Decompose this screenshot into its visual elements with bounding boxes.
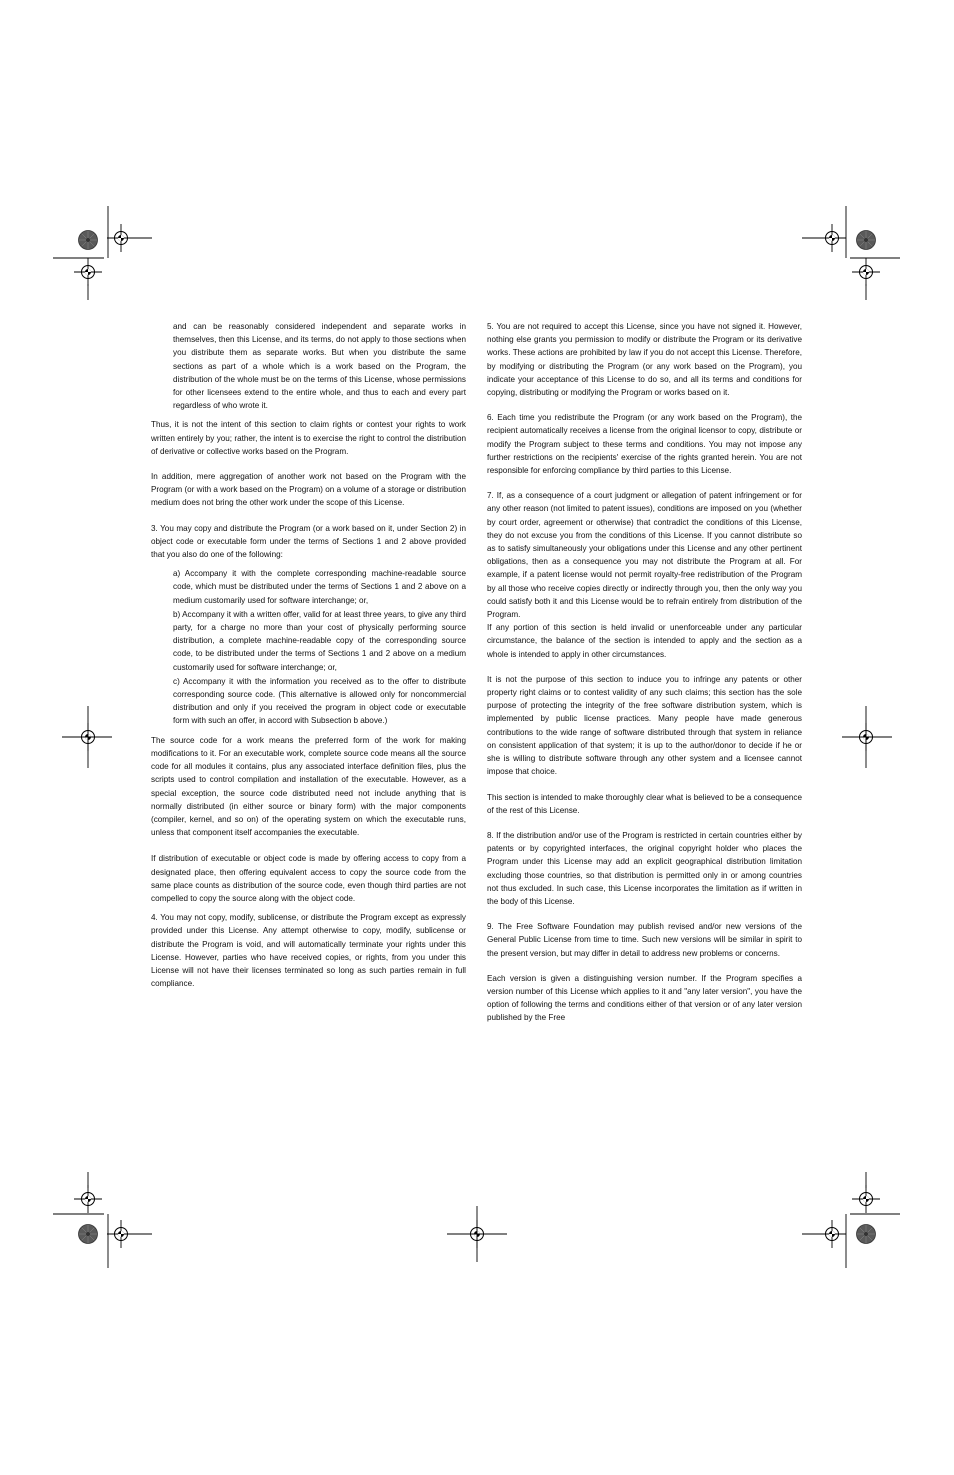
registration-mark-top-left	[53, 206, 152, 300]
section-6: 6. Each time you redistribute the Program (or any work based on the Program), the recipient automatically receives a license from the original licensor to copy, distribute or modify the Program subject to these terms and conditions. You may not impose any further restrictions on the recipients' exercise of the rights granted herein. You are not responsible for enforcing compliance by third parties to this License.	[487, 413, 802, 476]
paragraph-intent: Thus, it is not the intent of this section to claim rights or contest your rights to work written entirely by you; rather, the intent is to exercise the right to control the distribution of derivative or collective works based on the Program.	[151, 420, 466, 456]
section-3-item-a: a) Accompany it with the complete corresponding machine-readable source code, which must be distributed under the terms of Sections 1 and 2 above on a medium customarily used for software interchange; or,	[173, 569, 466, 605]
left-column	[151, 320, 466, 1002]
section-3: 3. You may copy and distribute the Program (or a work based on it, under Section 2) in object code or executable form under the terms of Sections 1 and 2 above provided that you also do one of the following:	[151, 523, 466, 560]
registration-mark-bottom-left	[53, 1172, 152, 1268]
paragraph-2-continuation: and can be reasonably considered independent and separate works in themselves, then this License, and its terms, do not apply to those sections when you distribute them as separate works. But when you distribute the same sections as part of a whole which is a work based on the Program, the distribution of the whole must be on the terms of this License, whose permissions for other licensees extend to the entire whole, and thus to each and every part regardless of who wrote it.	[173, 322, 466, 411]
section-3-item-b: b) Accompany it with a written offer, valid for at least three years, to give any third party, for a charge no more than your cost of physically performing source distribution, a complete machine-readable copy of the corresponding source code, to be distributed under the terms of Sections 1 and 2 above on a medium customarily used for software interchange; or,	[173, 609, 466, 672]
registration-mark-top-right	[802, 206, 900, 300]
section-5: 5. You are not required to accept this License, since you have not signed it. However, nothing else grants you permission to modify or distribute the Program or its derivative works. These actions are prohibited by law if you do not accept this License. Therefore, by modifying or distributing the Program (or any work based on the Program), you indicate your acceptance of this License to do so, and all its terms and conditions for copying, distributing or modifying the Program or works based on it.	[487, 322, 802, 398]
paragraph-thoroughly-clear: This section is intended to make thoroughly clear what is believed to be a consequence of the rest of this License.	[487, 792, 802, 815]
section-3-item-c: c) Accompany it with the information you received as to the offer to distribute corresponding source code. (This alternative is allowed only for noncommercial distribution and only if you received the program in object code or executable form with such an offer, in accord with Subsection b above.)	[173, 676, 466, 726]
paragraph-not-purpose: It is not the purpose of this section to induce you to infringe any patents or other property right claims or to contest validity of any such claims; this section has the sole purpose of protecting the integrity of the free software distribution system, which is implemented by public license practices. Many people have made generous contributions to the wide range of software distributed through that system in reliance on consistent application of that system; it is up to the author/donor to decide if he or she is willing to distribute software through any other system and a licensee cannot impose that choice.	[487, 674, 802, 777]
section-7: 7. If, as a consequence of a court judgment or allegation of patent infringement or for any other reason (not limited to patent issues), conditions are imposed on you (whether by court order, agreement or otherwise) that contradict the conditions of this License, they do not excuse you from the conditions of this License. If you cannot distribute so as to satisfy simultaneously your obligations under this License and any other pertinent obligations, then as a consequence you may not distribute the Program at all. For example, if a patent license would not permit royalty-free redistribution of the Program by all those who receive copies directly or indirectly through you, then the only way you could satisfy both it and this License would be to refrain entirely from distribution of the Program.	[487, 491, 802, 620]
section-9: 9. The Free Software Foundation may publish revised and/or new versions of the General Public License from time to time. Such new versions will be similar in spirit to the present version, but may differ in detail to address new problems or concerns.	[487, 922, 802, 958]
registration-mark-bottom-center	[447, 1206, 507, 1262]
section-4: 4. You may not copy, modify, sublicense, or distribute the Program except as expressly provided under this License. Any attempt otherwise to copy, modify, sublicense or distribute the Program is void, and will automatically terminate your rights under this License. However, parties who have received copies, or rights, from you under this License will not have their licenses terminated so long as such parties remain in full compliance.	[151, 913, 466, 989]
paragraph-aggregation: In addition, mere aggregation of another work not based on the Program with the Program (or with a work based on the Program) on a volume of a storage or distribution medium does not bring the other work under the scope of this License.	[151, 472, 466, 508]
right-column	[487, 320, 802, 1025]
registration-mark-middle-left	[62, 706, 112, 768]
paragraph-version-number: Each version is given a distinguishing version number. If the Program specifies a version number of this License which applies to it and "any later version", you have the option of following the terms and conditions either of that version or of any later version published by the Free	[487, 973, 802, 1023]
section-8: 8. If the distribution and/or use of the Program is restricted in certain countries either by patents or by copyrighted interfaces, the original copyright holder who places the Program under this License may add an explicit geographical distribution limitation excluding those countries, so that distribution is permitted only in or among countries not thus excluded. In such case, this License incorporates the limitation as if written in the body of this License.	[487, 830, 802, 906]
registration-mark-middle-right	[842, 706, 892, 768]
registration-mark-bottom-right	[802, 1172, 900, 1268]
paragraph-source-code: The source code for a work means the preferred form of the work for making modifications to it. For an executable work, complete source code means all the source code for all modules it contains, plus any associated interface definition files, plus the scripts used to control compilation and installation of the executable. However, as a special exception, the source code distributed need not include anything that is normally distributed (in either source or binary form) with the major components (compiler, kernel, and so on) of the operating system on which the executable runs, unless that component itself accompanies the executable.	[151, 735, 466, 838]
paragraph-invalid-portion: If any portion of this section is held invalid or unenforceable under any particular circumstance, the balance of the section is intended to apply and the section as a whole is intended to apply in other circumstances.	[487, 623, 802, 659]
paragraph-object-code: If distribution of executable or object code is made by offering access to copy from a designated place, then offering equivalent access to copy the source code from the same place counts as distribution of the source code, even though third parties are not compelled to copy the source along with the object code.	[151, 854, 466, 903]
